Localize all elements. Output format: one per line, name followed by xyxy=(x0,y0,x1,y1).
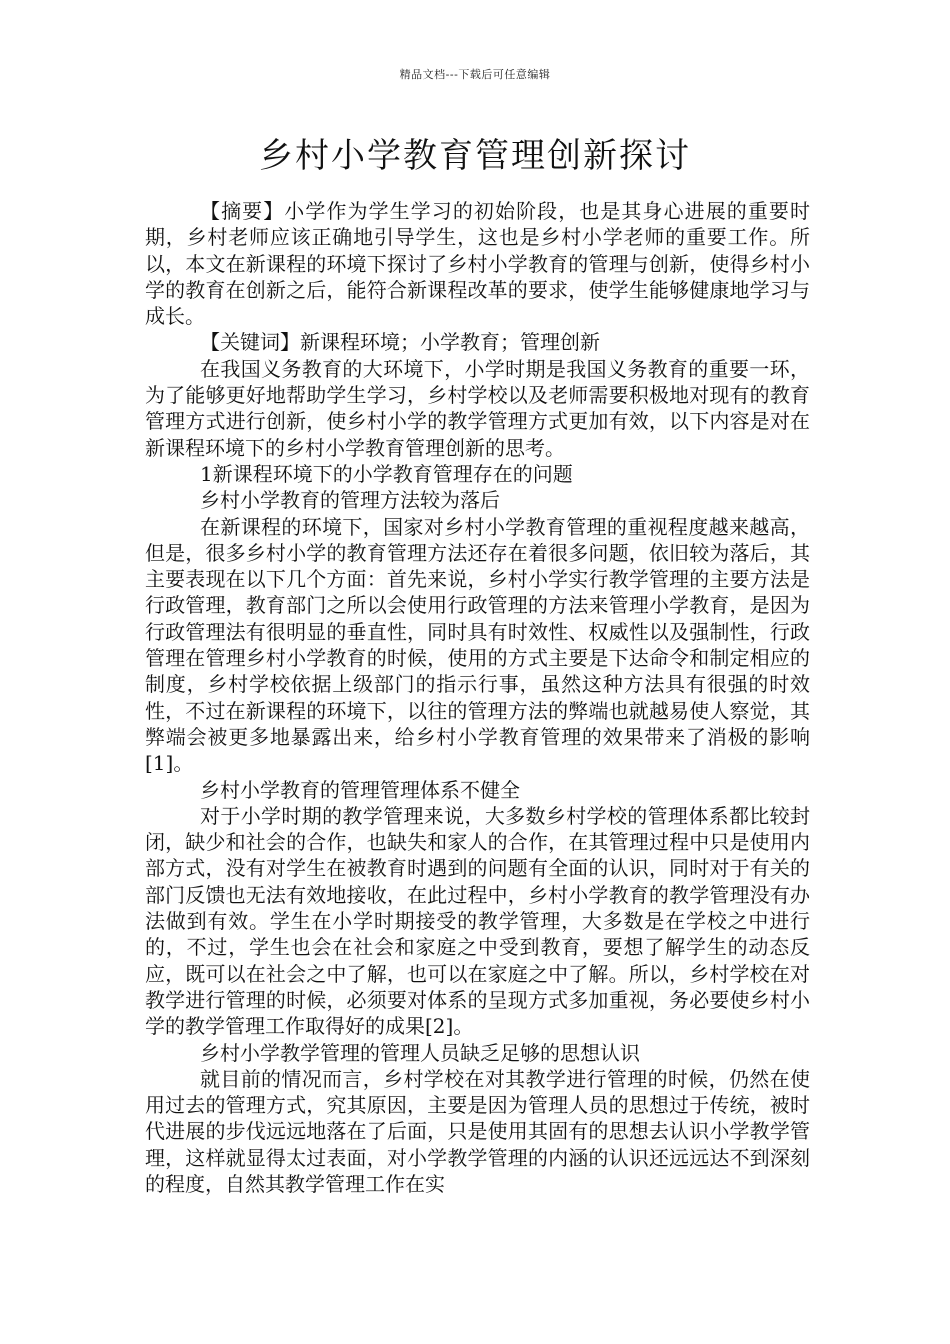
document-title: 乡村小学教育管理创新探讨 xyxy=(259,136,691,176)
document-body xyxy=(145,198,810,1197)
abstract-paragraph: 【摘要】小学作为学生学习的初始阶段，也是其身心进展的重要时期，乡村老师应该正确地引导学生，这也是乡村小学老师的重要工作。所以，本文在新课程的环境下探讨了乡村小学教育的管理与创新，使得乡村小学的教育在创新之后，能符合新课程改革的要求，使学生能够健康地学习与成长。 xyxy=(145,199,810,329)
subsection-heading: 乡村小学教育的管理管理体系不健全 xyxy=(200,777,520,802)
subsection-heading: 乡村小学教育的管理方法较为落后 xyxy=(200,488,500,513)
keywords-paragraph: 【关键词】新课程环境；小学教育；管理创新 xyxy=(200,330,600,355)
page-header: 精品文档---下载后可任意编辑 xyxy=(399,68,551,81)
subsection-heading: 乡村小学教学管理的管理人员缺乏足够的思想认识 xyxy=(200,1040,640,1065)
body-paragraph: 在新课程的环境下，国家对乡村小学教育管理的重视程度越来越高，但是，很多乡村小学的教育管理方法还存在着很多问题，依旧较为落后，其主要表现在以下几个方面：首先来说，乡村小学实行教学管理的主要方法是行政管理，教育部门之所以会使用行政管理的方法来管理小学教育，是因为行政管理法有很明显的垂直性，同时具有时效性、权威性以及强制性，行政管理在管理乡村小学教育的时候，使用的方式主要是下达命令和制定相应的制度，乡村学校依据上级部门的指示行事，虽然这种方法具有很强的时效性，不过在新课程的环境下，以往的管理方法的弊端也就越易使人察觉，其弊端会被更多地暴露出来，给乡村小学教育管理的效果带来了消极的影响[1]。 xyxy=(145,514,810,776)
section-heading: 1新课程环境下的小学教育管理存在的问题 xyxy=(200,461,573,486)
body-paragraph: 就目前的情况而言，乡村学校在对其教学进行管理的时候，仍然在使用过去的管理方式，究其原因，主要是因为管理人员的思想过于传统，被时代进展的步伐远远地落在了后面，只是使用其固有的思想去认识小学教学管理，这样就显得太过表面，对小学教学管理的内涵的认识还远远达不到深刻的程度，自然其教学管理工作在实 xyxy=(145,1066,810,1196)
body-paragraph: 对于小学时期的教学管理来说，大多数乡村学校的管理体系都比较封闭，缺少和社会的合作，也缺失和家人的合作，在其管理过程中只是使用内部方式，没有对学生在被教育时遇到的问题有全面的认识，同时对于有关的部门反馈也无法有效地接收，在此过程中，乡村小学教育的教学管理没有办法做到有效。学生在小学时期接受的教学管理，大多数是在学校之中进行的，不过，学生也会在社会和家庭之中受到教育，要想了解学生的动态反应，既可以在社会之中了解，也可以在家庭之中了解。所以，乡村学校在对教学进行管理的时候，必须要对体系的呈现方式多加重视，务必要使乡村小学的教学管理工作取得好的成果[2]。 xyxy=(145,803,810,1039)
intro-paragraph: 在我国义务教育的大环境下，小学时期是我国义务教育的重要一环，为了能够更好地帮助学生学习，乡村学校以及老师需要积极地对现有的教育管理方式进行创新，使乡村小学的教学管理方式更加有效，以下内容是对在新课程环境下的乡村小学教育管理创新的思考。 xyxy=(145,356,810,460)
